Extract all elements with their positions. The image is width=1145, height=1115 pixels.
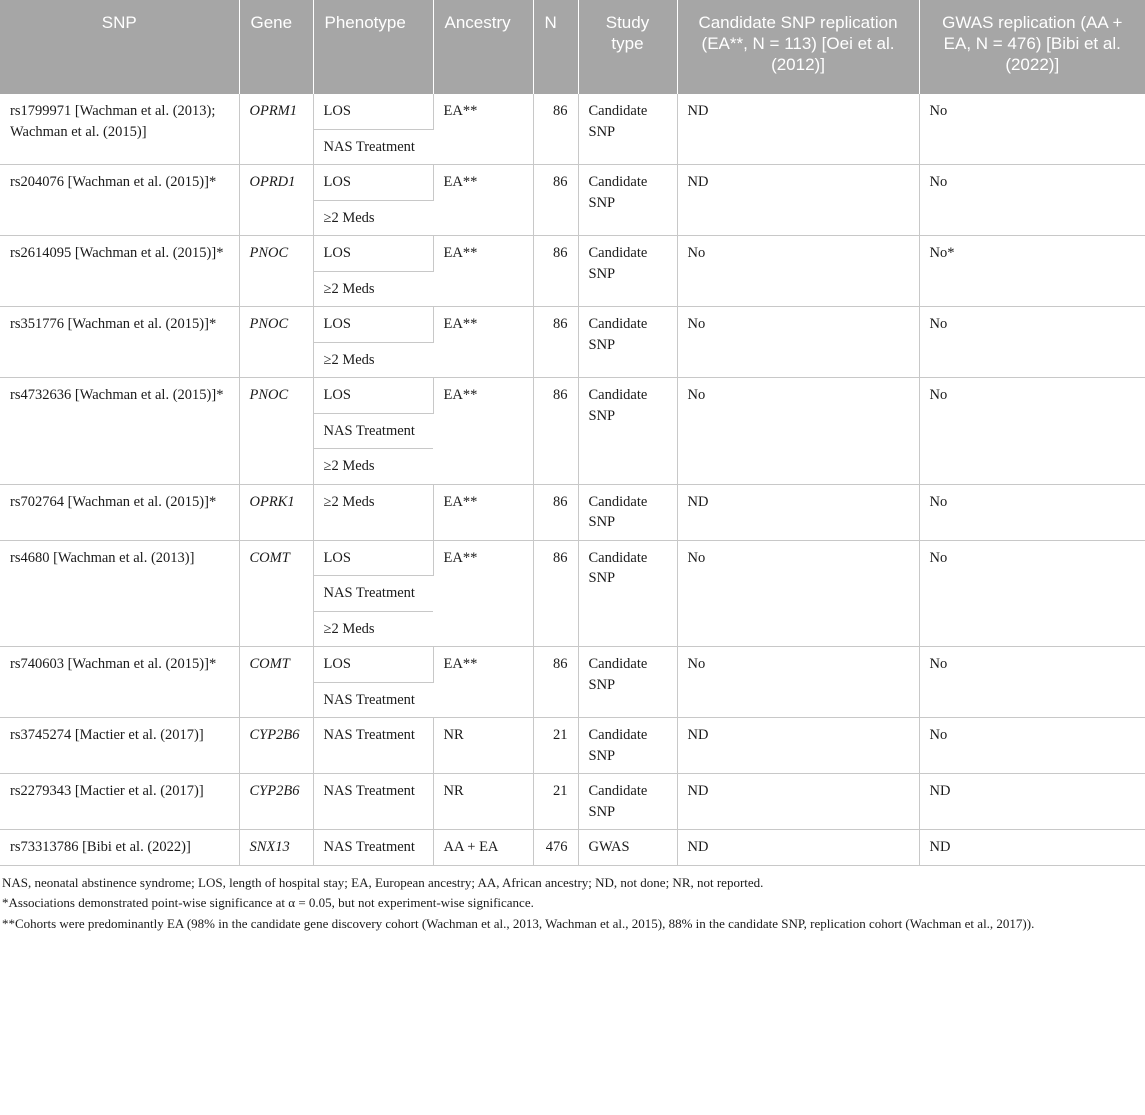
study-type-cell: Candidate SNP xyxy=(578,718,677,774)
study-type-cell: Candidate SNP xyxy=(578,94,677,165)
snp-cell: rs4680 [Wachman et al. (2013)] xyxy=(0,540,239,647)
gwas-replication-cell: No xyxy=(919,378,1145,485)
phenotype-cell: ≥2 Meds xyxy=(313,611,433,647)
phenotype-cell: LOS xyxy=(313,378,433,414)
ancestry-cell: AA + EA xyxy=(433,830,533,866)
table-row xyxy=(0,165,1145,201)
gene-cell: PNOC xyxy=(239,307,313,378)
header-snp: SNP xyxy=(0,0,239,94)
table-row xyxy=(0,718,1145,774)
ancestry-cell: EA** xyxy=(433,94,533,165)
study-type-cell: Candidate SNP xyxy=(578,774,677,830)
n-cell: 86 xyxy=(533,484,578,540)
study-type-cell: Candidate SNP xyxy=(578,236,677,307)
gwas-replication-cell: No xyxy=(919,307,1145,378)
header-n: N xyxy=(533,0,578,94)
study-type-cell: Candidate SNP xyxy=(578,165,677,236)
n-cell: 86 xyxy=(533,647,578,718)
phenotype-cell: NAS Treatment xyxy=(313,774,433,830)
header-ancestry: Ancestry xyxy=(433,0,533,94)
candidate-replication-cell: ND xyxy=(677,774,919,830)
footnote-cohorts: **Cohorts were predominantly EA (98% in the candidate gene discovery cohort (Wachman et al., 2013, Wachman et al., 2015), 88% in the candidate SNP, replication cohort (Wachman et al., 2017)). xyxy=(2,915,1035,931)
phenotype-cell: NAS Treatment xyxy=(313,830,433,866)
gwas-replication-cell: No* xyxy=(919,236,1145,307)
header-phenotype: Phenotype xyxy=(313,0,433,94)
snp-cell: rs204076 [Wachman et al. (2015)]* xyxy=(0,165,239,236)
phenotype-cell: ≥2 Meds xyxy=(313,271,433,307)
ancestry-cell: EA** xyxy=(433,307,533,378)
gene-cell: PNOC xyxy=(239,378,313,485)
ancestry-cell: EA** xyxy=(433,647,533,718)
phenotype-cell: NAS Treatment xyxy=(313,413,433,449)
gwas-replication-cell: ND xyxy=(919,830,1145,866)
phenotype-cell: NAS Treatment xyxy=(313,718,433,774)
snp-cell: rs702764 [Wachman et al. (2015)]* xyxy=(0,484,239,540)
phenotype-cell: LOS xyxy=(313,540,433,576)
gene-cell: OPRM1 xyxy=(239,94,313,165)
n-cell: 476 xyxy=(533,830,578,866)
phenotype-cell: NAS Treatment xyxy=(313,129,433,165)
table-row xyxy=(0,307,1145,343)
ancestry-cell: EA** xyxy=(433,236,533,307)
phenotype-cell: ≥2 Meds xyxy=(313,342,433,378)
n-cell: 86 xyxy=(533,165,578,236)
study-type-cell: Candidate SNP xyxy=(578,378,677,485)
n-cell: 86 xyxy=(533,378,578,485)
phenotype-cell: LOS xyxy=(313,647,433,683)
footnote-abbreviations: NAS, neonatal abstinence syndrome; LOS, length of hospital stay; EA, European ancestry; AA, African ancestry; ND, not done; NR, not reported. xyxy=(2,874,764,890)
gene-cell: CYP2B6 xyxy=(239,718,313,774)
snp-cell: rs2614095 [Wachman et al. (2015)]* xyxy=(0,236,239,307)
gene-cell: SNX13 xyxy=(239,830,313,866)
header-study-type: Study type xyxy=(578,0,677,94)
ancestry-cell: EA** xyxy=(433,378,533,485)
candidate-replication-cell: ND xyxy=(677,94,919,165)
ancestry-cell: NR xyxy=(433,718,533,774)
study-type-cell: Candidate SNP xyxy=(578,307,677,378)
snp-cell: rs740603 [Wachman et al. (2015)]* xyxy=(0,647,239,718)
phenotype-cell: ≥2 Meds xyxy=(313,200,433,236)
table-row xyxy=(0,830,1145,866)
snp-cell: rs1799971 [Wachman et al. (2013); Wachman et al. (2015)] xyxy=(0,94,239,165)
candidate-replication-cell: No xyxy=(677,540,919,647)
n-cell: 86 xyxy=(533,94,578,165)
n-cell: 86 xyxy=(533,307,578,378)
phenotype-cell: ≥2 Meds xyxy=(313,449,433,485)
table-row xyxy=(0,647,1145,683)
gwas-replication-cell: No xyxy=(919,647,1145,718)
footnotes xyxy=(0,866,1145,933)
gene-cell: OPRD1 xyxy=(239,165,313,236)
gwas-replication-cell: No xyxy=(919,94,1145,165)
table-row xyxy=(0,774,1145,830)
candidate-replication-cell: No xyxy=(677,647,919,718)
gwas-replication-cell: No xyxy=(919,165,1145,236)
gwas-replication-cell: ND xyxy=(919,774,1145,830)
phenotype-cell: ≥2 Meds xyxy=(313,484,433,540)
table-row xyxy=(0,94,1145,129)
phenotype-cell: LOS xyxy=(313,94,433,129)
gwas-replication-cell: No xyxy=(919,484,1145,540)
table-row xyxy=(0,540,1145,576)
phenotype-cell: LOS xyxy=(313,165,433,201)
study-type-cell: Candidate SNP xyxy=(578,647,677,718)
phenotype-cell: LOS xyxy=(313,307,433,343)
n-cell: 86 xyxy=(533,540,578,647)
phenotype-cell: NAS Treatment xyxy=(313,576,433,612)
snp-cell: rs3745274 [Mactier et al. (2017)] xyxy=(0,718,239,774)
snp-cell: rs4732636 [Wachman et al. (2015)]* xyxy=(0,378,239,485)
candidate-replication-cell: ND xyxy=(677,718,919,774)
candidate-replication-cell: ND xyxy=(677,165,919,236)
study-type-cell: Candidate SNP xyxy=(578,540,677,647)
header-row xyxy=(0,0,1145,94)
gwas-replication-cell: No xyxy=(919,718,1145,774)
table-row xyxy=(0,236,1145,272)
gwas-replication-cell: No xyxy=(919,540,1145,647)
phenotype-cell: NAS Treatment xyxy=(313,682,433,718)
n-cell: 21 xyxy=(533,774,578,830)
gene-cell: CYP2B6 xyxy=(239,774,313,830)
n-cell: 86 xyxy=(533,236,578,307)
footnote-significance: *Associations demonstrated point-wise significance at α = 0.05, but not experiment-wise significance. xyxy=(2,895,534,910)
gene-cell: OPRK1 xyxy=(239,484,313,540)
ancestry-cell: EA** xyxy=(433,165,533,236)
snp-cell: rs351776 [Wachman et al. (2015)]* xyxy=(0,307,239,378)
candidate-replication-cell: ND xyxy=(677,484,919,540)
gene-cell: COMT xyxy=(239,647,313,718)
table-row xyxy=(0,484,1145,540)
study-type-cell: Candidate SNP xyxy=(578,484,677,540)
gene-cell: PNOC xyxy=(239,236,313,307)
phenotype-cell: LOS xyxy=(313,236,433,272)
header-candidate-replication: Candidate SNP replication (EA**, N = 113) [Oei et al. (2012)] xyxy=(677,0,919,94)
candidate-replication-cell: No xyxy=(677,307,919,378)
ancestry-cell: EA** xyxy=(433,484,533,540)
ancestry-cell: NR xyxy=(433,774,533,830)
gene-cell: COMT xyxy=(239,540,313,647)
snp-cell: rs73313786 [Bibi et al. (2022)] xyxy=(0,830,239,866)
candidate-replication-cell: ND xyxy=(677,830,919,866)
header-gene: Gene xyxy=(239,0,313,94)
n-cell: 21 xyxy=(533,718,578,774)
candidate-replication-cell: No xyxy=(677,378,919,485)
snp-cell: rs2279343 [Mactier et al. (2017)] xyxy=(0,774,239,830)
ancestry-cell: EA** xyxy=(433,540,533,647)
study-type-cell: GWAS xyxy=(578,830,677,866)
table-row xyxy=(0,378,1145,414)
candidate-replication-cell: No xyxy=(677,236,919,307)
table-body xyxy=(0,94,1145,865)
header-gwas-replication: GWAS replication (AA + EA, N = 476) [Bibi et al. (2022)] xyxy=(919,0,1145,94)
